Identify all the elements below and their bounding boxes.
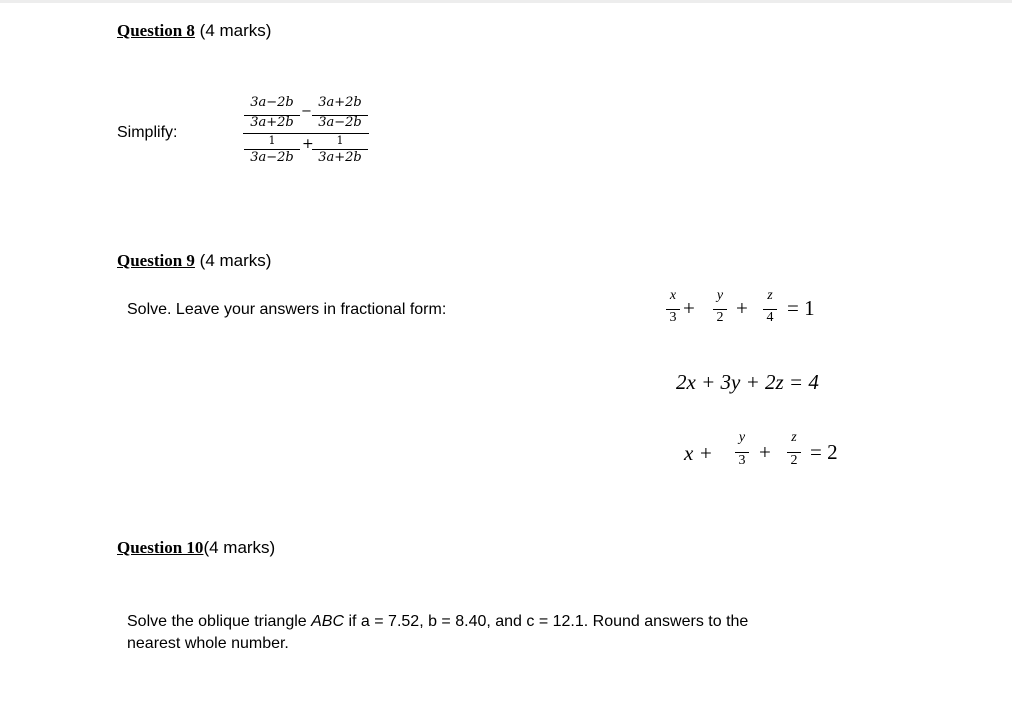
eq1-three: 3: [669, 310, 677, 325]
eq1-two: 2: [716, 310, 724, 325]
denominator-fraction-2-num: 1: [336, 134, 344, 147]
eq1-rhs: = 1: [787, 296, 815, 320]
eq3-y: y: [738, 430, 746, 445]
fraction-denominator-wrap: [312, 115, 368, 130]
minus-operator: −: [301, 104, 312, 119]
eq1-plus-2: +: [736, 296, 748, 320]
question-9-marks: (4 marks): [199, 251, 272, 270]
numerator-fraction-2: [312, 95, 368, 110]
fraction-numerator: 3a+2b: [318, 95, 362, 110]
equation-2: 2x + 3y + 2z = 4: [676, 370, 819, 394]
question-9-title: Question 9: [117, 251, 195, 270]
question-8-title: Question 8: [117, 21, 195, 40]
question-10-text-line-2: nearest whole number.: [127, 635, 289, 652]
question-9-heading: [117, 251, 271, 271]
denominator-fraction-2-den: 3a+2b: [318, 150, 362, 165]
eq1-x: x: [669, 288, 677, 303]
page-top-border: [0, 0, 1012, 3]
fraction-numerator: 3a−2b: [250, 95, 294, 110]
eq3-z: z: [791, 430, 797, 445]
fraction-denominator: 3a−2b: [318, 115, 362, 130]
denominator-fraction-1-num: 1: [268, 134, 276, 147]
question-10-heading: [117, 538, 275, 558]
question-8-heading: [117, 21, 271, 41]
question-10-text-line-1: [127, 611, 748, 633]
triangle-name: ABC: [311, 613, 345, 630]
denominator-fraction-1-den: 3a−2b: [250, 150, 294, 165]
question-10-title: Question 10: [117, 538, 204, 557]
eq1-four: 4: [766, 310, 774, 325]
eq1-z: z: [767, 288, 773, 303]
question-10-marks: (4 marks): [203, 538, 276, 557]
fraction-denominator: 3a+2b: [250, 115, 294, 130]
numerator-fraction-1: [244, 95, 300, 110]
question-8-marks: (4 marks): [199, 21, 272, 40]
eq3-lhs: x +: [684, 441, 713, 465]
question-8-prompt: Simplify:: [117, 124, 178, 141]
eq3-three: 3: [738, 453, 746, 468]
plus-operator: +: [302, 136, 314, 152]
q10-text-b: if a = 7.52, b = 8.40, and c = 12.1. Round answers to the: [344, 613, 749, 630]
fraction-denominator-wrap: [244, 115, 300, 130]
eq1-plus-1: +: [683, 296, 695, 320]
question-9-prompt: Solve. Leave your answers in fractional form:: [127, 301, 447, 318]
eq1-y: y: [716, 288, 724, 303]
eq3-two: 2: [790, 453, 798, 468]
eq3-plus: +: [759, 440, 771, 464]
eq3-rhs: = 2: [810, 440, 838, 464]
q10-text-a: Solve the oblique triangle: [127, 613, 312, 630]
